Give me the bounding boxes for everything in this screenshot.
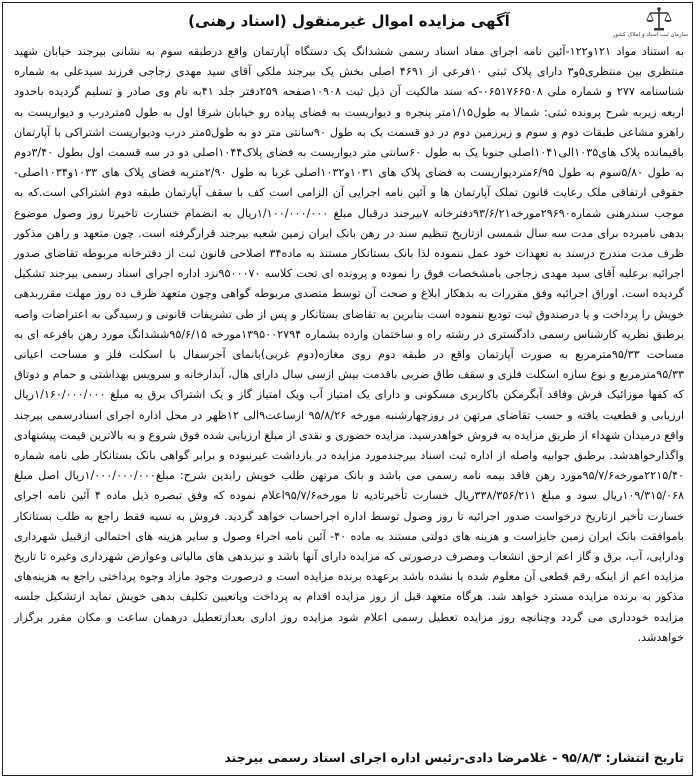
- notice-signature: تاریخ انتشار: ۹۵/۸/۳ - غلامرضا دادی-رئیس اداره اجرای اسناد رسمی بیرجند: [224, 750, 684, 765]
- notice-paragraph: به استناد مواد ۱۲۱و۱۲۲-آئین نامه اجرای مفاد اسناد رسمی ششدانگ یک دستگاه آپارتمان واقع درطبقه سوم به نشانی بیرجند خیابان شهید منتظری بین منتظری۵و۳ دارای پلاک ثبتی ۱۰فرعی از ۴۶۹۱ اصلی بخش یک بیرجند ملکی آقای سید مهدی زجاجی فرزند سیدعلی به شماره شناسنامه ۲۷۷ و شماره ملی ۰۶۵۱۷۶۶۵۰۸-که سند مالکیت آن ذیل ثبت ۱۰۹۰۸صفحه ۲۵۹دفتر جلد ۴۱به نام وی صادر و تسلیم گردیده باحدود اربعه زیربه شرح پرونده ثبتی: شمالا به طول۱/۱۵متر پنجره و دیواریست به فضای پیاده رو خیابان شرقا اول به طول ۵متردرب و دیواریست به راهرو مشاعی طبقات دوم و سوم و زیرزمین دوم در دو قسمت یک به طول ۹۰سانتی متر دو به طول۵متر درب ودیواریست اشتراکی با آپارتمان باقیمانده پلاک های۱۰۳۵الی۱۰۴۱اصلی جنوبا یک به طول ۶۰سانتی متر دیواریست به فضای پلاک۱۰۴۴اصلی دو در سه قسمت اول بطول ۳/۴۰دوم به طول ۵/۸۰سوم به طول ۶/۹۵متردیواریست به فضای پلاک های ۱۰۳۱و۱۰۳۲اصلی غربا به طول ۲/۹۰متربه فضای پلاک های ۱۰۳۳و۱۰۳۴اصلی-حقوقی ارتفاقی ملک رعایت قانون تملک آپارتمان ها و آئین نامه اجرایی آن الزامی است کف با سقف آپارتمان طبقه دوم اشتراکی است.که به موجب سندرهنی شماره۲۹۶۹۰مورخه۹۳/۶/۲۱دفترخانه ۷بیرجند درقبال مبلغ ۱/۱۰۰/۰۰۰/۰۰۰ریال به انضمام خسارت تاخیرتا روز وصول موضوع بدهی نامبرده برای مدت سه سال شمسی ازتاریخ تنظیم سند در رهن بانک ایران زمین شعبه بیرجند قرارگرفته است. چون متعهد و راهن مذکور ظرف مدت مندرج درسند به تعهدات خود عمل ننموده لذا بانک بستانکار مستند به ماده۳۴ اصلاحی قانون ثبت از دفترخانه مربوطه تقاضای صدور اجرائیه برعلیه آقای سید مهدی زجاجی بامشخصات فوق را نموده و پرونده ای تحت کلاسه ۹۵۰۰۰۷۰نزد اداره اجرای اسناد رسمی بیرجند تشکیل گردیده است. اوراق اجرائیه وفق مقررات به بدهکار ابلاغ و صحت آن توسط متصدی مربوطه گواهی وچون متعهد ظرف ده روز مهلت مقرربدهی خویش را پرداخت و یا درصندوق ثبت تودیع ننموده است بنابرین به تقاضای بستانکار و پس از طی تشریفات قانونی و رسیدگی به اعتراضات واصه برطبق نظریه کارشناس رسمی دادگستری در رشته راه و ساختمان وارده بشماره ۱۳۹۵۰۰۲۷۹۴مورخه ۹۵/۶/۱۵ششدانگ مورد رهن بافرعه ای به مساحت ۹۵/۳۳مترمربع به صورت آپارتمان واقع در طبقه دوم روی مغازه(دوم غربی)بانمای آجرسفال با اسکلت فلز و مساحت اعیانی ۹۵/۳۳مترمربع و نوع سازه اسکلت فلزی و سقف طاق ضربی باقدمت بیش ازسی سال دارای هال، آبدارخانه و سرویس بهداشتی و حمام و دوتاق که کفها موزائیک فرش وفاقد آبگرمکن باکاربری مسکونی و دارای یک امتیاز آب ویک امتیاز گاز و یک اشتراک برق به مبلغ ۱/۱۶۰/۰۰۰/۰۰۰ریال ارزیابی و قطعیت یافته و حسب تقاضای مرتهن در روزچهارشنبه مورخه ۹۵/۸/۲۶ ازساعت۹الی ۱۲ظهر در محل اداره اجرای اسنادرسمی بیرجند واقع درمیدان شهداء از طریق مزایده به فروش خواهدرسید. مزایده حضوری و نقدی از مبلغ ارزیابی شده فوق شروع و به بالاترین قیمت پیشنهادی واگذارخواهدشد. برطبق جوابیه واصله از اداره ثبت اسناد بیرجندمورد مزایده در بازداشت غیرنبوده و برابر گواهی بانک بستانکار طی نامه شماره ۲۲۱۵/۴۰مورخه۹۵/۷/۶مورد رهن فاقد بیمه نامه رسمی می باشد و بانک مرتهن طلب خویش رابدین شرح: مبلغ۱/۰۰۰/۰۰۰/۰۰۰ریال اصل مبلغ ۱۰۹/۳۱۵/۰۶۸ریال سود و مبلغ ۳۳۸/۳۵۶/۲۱۱ریال خسارت تأخیرتادیه تا مورخه۹۵/۷/۶اعلام نموده که وفق تبصره ذیل ماده ۴ آئین نامه اجرای خسارت تأخیر ازتاریخ درخواست صدور اجرائیه تا روز وصول توسط اداره اجراحساب خواهد گردید. فروش به نسیه فقط راجع به طلب بستانکار باموافقت بانک ایران زمین جایزاست و هزینه های دولتی مستند به ماده ۴۰- آئین نامه اجراء وصول و سایر هزینه های احتمالی ازقبیل شهرداری ودارایی، آب، برق و گاز اعم ازحق انشعاب ومصرف درصورتی که مزایده دارای آنها باشد و نیزبدهی های مالیاتی وعوارض شهرداری وغیره تا تاریخ مزایده اعم از اینکه رقم قطعی آن معلوم شده یا نشده باشد برعهده برنده مزایده است و درصورت وجود مازاد وجوه پرداختی راجع به هزینه‌های مذکور به برنده مزایده مسترد خواهد شد. هرگاه متعهد قبل از روز مزایده اقدام به پرداخت وپاتعیین تکلیف بدهی خویش نماید ازتشکیل جلسه مزایده خودداری می گردد وچنانچه روز مزایده تعطیل رسمی اعلام شود مزایده روز اداری بعدازتعطیل درهمان ساعت و مکان مقرر برگزار خواهدشد.: [14, 45, 685, 644]
- notice-title: آگهی مزایده اموال غیرمنقول (اسناد رهنی): [188, 12, 510, 30]
- logo-caption: سازمان ثبت اسناد و املاک کشور: [612, 32, 688, 38]
- notice-body: [14, 42, 684, 648]
- notice-header: [0, 4, 698, 38]
